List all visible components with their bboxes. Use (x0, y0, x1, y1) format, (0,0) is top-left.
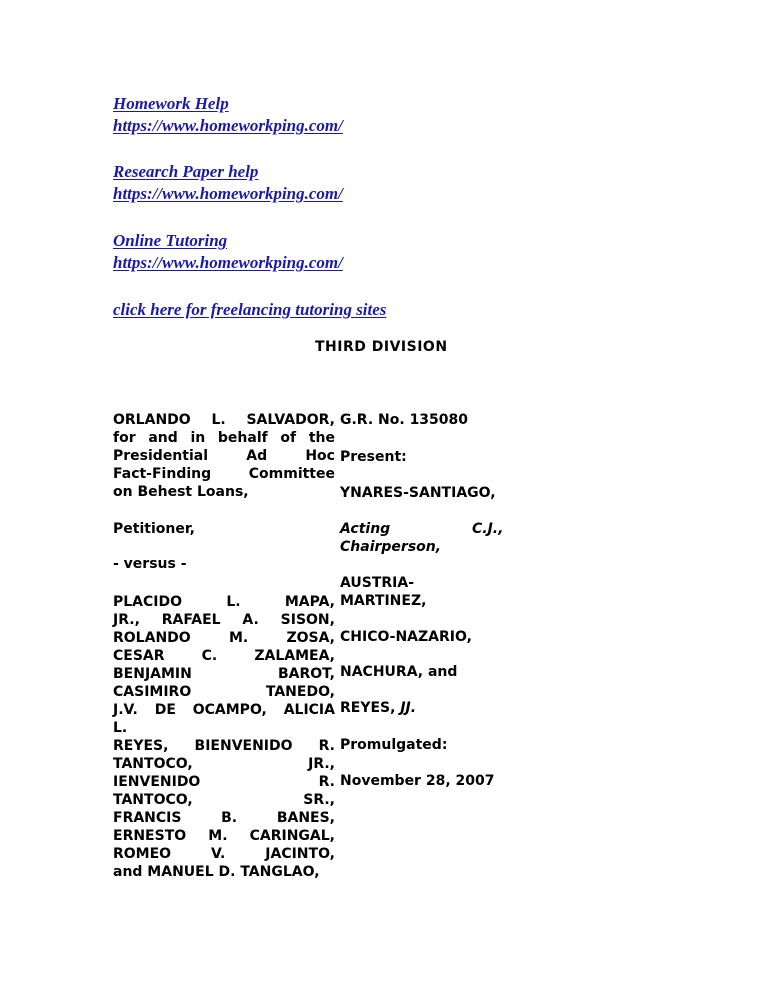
online-tutoring-link[interactable]: Online Tutoring (113, 231, 228, 250)
petitioner-name-lines (113, 411, 335, 501)
respondent-name-line (113, 701, 335, 719)
petitioner-name-word: L. (211, 412, 226, 428)
petitioner-name-word: and (148, 430, 178, 446)
online-tutoring-url[interactable]: https://www.homeworkping.com/ (113, 253, 343, 272)
respondents-block (113, 593, 335, 881)
respondent-name-word: ROMEO (113, 846, 172, 862)
petitioner-name-line (113, 429, 335, 447)
respondent-name-line (113, 647, 335, 665)
respondent-name-line (113, 737, 335, 755)
justice-chico-nazario: CHICO-NAZARIO, (340, 629, 472, 645)
homework-help-url[interactable]: https://www.homeworkping.com/ (113, 116, 343, 135)
respondent-name-word: JACINTO, (265, 846, 335, 862)
respondent-name-line (113, 845, 335, 863)
respondent-name-word: C. (201, 648, 218, 664)
respondent-name-line (113, 809, 335, 827)
respondent-name-word: ZALAMEA, (254, 648, 335, 664)
respondent-name-word: CESAR (113, 648, 165, 664)
respondent-name-word: CARINGAL, (249, 828, 335, 844)
respondent-name-word: SISON, (280, 612, 335, 628)
respondent-name-word: ROLANDO (113, 630, 191, 646)
respondent-name-word: ZOSA, (286, 630, 335, 646)
respondent-name-line (113, 863, 335, 881)
petitioner-block (113, 411, 335, 501)
respondent-name-word: MAPA, (284, 594, 335, 610)
petitioner-name-word: ORLANDO (113, 412, 191, 428)
respondent-name-word: L. (226, 594, 241, 610)
petitioner-name-word: behalf (217, 430, 268, 446)
respondent-name-word: JR., (308, 756, 335, 772)
promulgated-label: Promulgated: (340, 737, 448, 753)
respondent-name-word: V. (211, 846, 226, 862)
petitioner-name-word: the (308, 430, 335, 446)
respondent-name-word: OCAMPO, (192, 702, 267, 718)
petitioner-name-word: of (280, 430, 297, 446)
research-paper-link-group (113, 161, 343, 205)
respondent-name-word: and MANUEL D. TANGLAO, (113, 864, 320, 880)
respondent-name-word: PLACIDO (113, 594, 183, 610)
respondent-name-line (113, 683, 335, 701)
respondent-name-line (113, 791, 335, 809)
respondent-name-line (113, 629, 335, 647)
justice-austria-line2: MARTINEZ, (340, 593, 427, 609)
justice-nachura: NACHURA, and (340, 664, 458, 680)
respondent-name-word: REYES, (113, 738, 169, 754)
respondent-name-line (113, 827, 335, 845)
respondent-name-word: ERNESTO (113, 828, 187, 844)
case-info-column (340, 0, 515, 994)
respondent-name-line (113, 665, 335, 683)
division-heading: THIRD DIVISION (315, 339, 448, 355)
respondent-name-lines (113, 593, 335, 881)
homework-help-link-group (113, 93, 343, 137)
justice-reyes (340, 699, 416, 717)
petitioner-name-word: Hoc (305, 448, 335, 464)
respondent-name-word: J.V. (113, 702, 138, 718)
respondent-name-word: M. (208, 828, 228, 844)
petitioner-name-word: Committee (248, 466, 335, 482)
versus-label: - versus - (113, 556, 187, 572)
petitioner-name-line (113, 483, 335, 501)
gr-number: G.R. No. 135080 (340, 412, 469, 428)
petitioner-name-word: Fact-Finding (113, 466, 212, 482)
respondent-name-word: IENVENIDO (113, 774, 201, 790)
petitioner-name-word: Ad (246, 448, 268, 464)
respondent-name-line (113, 755, 335, 773)
respondent-name-word: A. (242, 612, 259, 628)
respondent-name-word: FRANCIS (113, 810, 182, 826)
respondent-name-word: BAROT, (277, 666, 335, 682)
respondent-name-word: BIENVENIDO (194, 738, 293, 754)
justice-austria-line1: AUSTRIA- (340, 575, 415, 591)
respondent-name-word: B. (221, 810, 238, 826)
respondent-name-word: JR., (113, 612, 140, 628)
acting-label: Acting (340, 521, 391, 537)
respondent-name-word: CASIMIRO (113, 684, 192, 700)
research-paper-link[interactable]: Research Paper help (113, 162, 259, 181)
respondent-name-word: TANTOCO, (113, 756, 193, 772)
petitioner-name-line (113, 465, 335, 483)
respondent-name-word: SR., (303, 792, 335, 808)
respondent-name-word: TANEDO, (265, 684, 335, 700)
respondent-name-word: M. (228, 630, 249, 646)
petitioner-name-word: SALVADOR, (246, 412, 335, 428)
respondent-name-word: RAFAEL (161, 612, 221, 628)
respondent-name-line (113, 611, 335, 629)
respondent-name-word: R. (318, 774, 335, 790)
petitioner-label: Petitioner, (113, 521, 195, 537)
promulgation-date: November 28, 2007 (340, 773, 495, 789)
respondent-name-word: BANES, (276, 810, 335, 826)
respondent-name-word: ALICIA (283, 702, 335, 718)
respondent-name-word: TANTOCO, (113, 792, 193, 808)
online-tutoring-link-group (113, 230, 343, 274)
justice-reyes-name: REYES, (340, 700, 396, 716)
research-paper-url[interactable]: https://www.homeworkping.com/ (113, 184, 343, 203)
respondent-name-word: R. (318, 738, 335, 754)
chairperson-label: Chairperson, (340, 539, 442, 555)
respondent-name-line (113, 593, 335, 611)
present-label: Present: (340, 449, 407, 465)
petitioner-name-word: for (113, 430, 136, 446)
petitioner-name-word: on Behest Loans, (113, 484, 249, 500)
petitioner-name-line (113, 411, 335, 429)
respondent-name-line (113, 773, 335, 791)
petitioner-name-word: in (190, 430, 206, 446)
freelance-tutoring-link[interactable]: click here for freelancing tutoring sites (113, 300, 387, 319)
respondent-name-word: BENJAMIN (113, 666, 192, 682)
justice-ynares: YNARES-SANTIAGO, (340, 485, 496, 501)
respondent-name-word: L. (113, 720, 128, 736)
respondent-name-word: DE (154, 702, 176, 718)
petitioner-name-word: Presidential (113, 448, 209, 464)
cj-label: C.J., (472, 521, 504, 537)
homework-help-link[interactable]: Homework Help (113, 94, 229, 113)
jj-label: JJ. (400, 700, 417, 716)
petitioner-name-line (113, 447, 335, 465)
respondent-name-line (113, 719, 335, 737)
